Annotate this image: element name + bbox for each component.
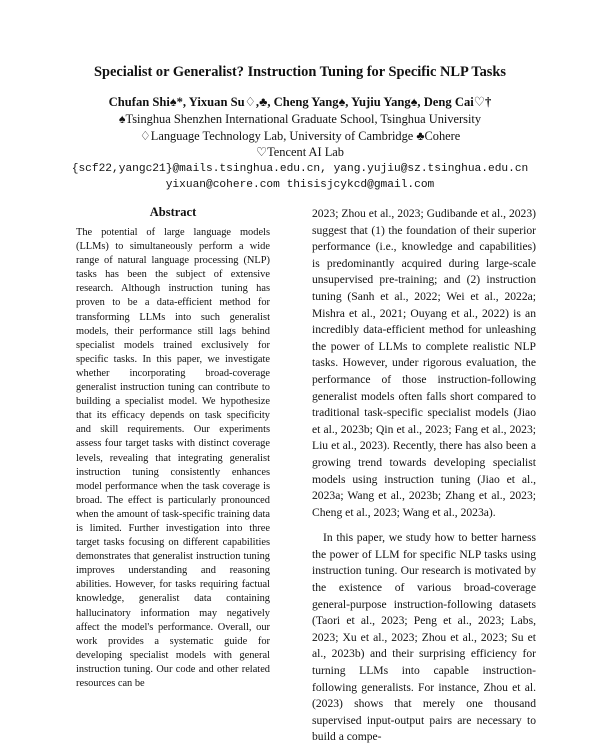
abstract-text: The potential of large language models (LLMs) to simultaneously perform a wide range of natural language processing (NLP) tasks has been the subject of extensive research. Although instruction tuning has proven to be a data-efficient method for transforming LLMs into such generalist models, their performance still lags behind specialist models trained exclusively for specific tasks. In this paper, we investigate whether incorporating broad-coverage generalist instruction tuning can contribute to building a specialist model. We hypothesize that its efficacy depends on task specificity and skill requirements. Our experiments assess four target tasks with distinct coverage levels, revealing that integrating generalist instruction tuning consistently enhances model performance when the task coverage is broad. The effect is particularly pronounced when the amount of task-specific training data is limited. Further investigation into three target tasks focusing on different capabilities demonstrates that generalist instruction tuning improves understanding and reasoning abilities. However, for tasks requiring factual knowledge, generalist data containing hallucinatory information may negatively affect the model's performance. Overall, our work provides a systematic guide for developing specialist models with general instruction tuning. Our code and other related resources can be — [76, 227, 270, 689]
affiliation-3: ♡Tencent AI Lab — [256, 145, 344, 159]
paper-title: Specialist or Generalist? Instruction Tuning for Specific NLP Tasks — [93, 64, 507, 80]
affiliation-1: ♠Tsinghua Shenzhen International Graduate School, Tsinghua University — [118, 112, 482, 126]
affiliation-2: ♢Language Technology Lab, University of Cambridge ♣Cohere — [139, 128, 461, 143]
author-list: Chufan Shi♠*, Yixuan Su♢,♣, Cheng Yang♠, Yujiu Yang♠, Deng Cai♡† — [108, 95, 492, 109]
email-line-1: {scf22,yangc21}@mails.tsinghua.edu.cn, yang.yujiu@sz.tsinghua.edu.cn — [71, 162, 529, 175]
intro-paragraph-2: In this paper, we study how to better harness the power of LLM for specific NLP tasks using instruction tuning. Our research is motivated by the existence of various broad-coverage general-purpose instruction-following datasets (Taori et al., 2023; Peng et al., 2023; Labs, 2023; Xu et al., 2023; Zhou et al., 2023; Su et al., 2023b) and their surprising efficiency for turning LLMs into capable instruction-following generalists. For instance, Zhou et al. (2023) shows that merely one thousand supervised input-output pairs are necessary to build a compe- — [312, 531, 536, 744]
email-line-2: yixuan@cohere.com thisisjcykcd@gmail.com — [165, 179, 435, 191]
right-column — [312, 206, 536, 746]
intro-paragraph-1: 2023; Zhou et al., 2023; Gudibande et al., 2023) suggest that (1) the foundation of their superior performance (i.e., knowledge and capabilities) is predominantly acquired during large-scale unsupervised pre-training; and (2) instruction tuning (Sanh et al., 2022; Wei et al., 2022a; Mishra et al., 2021; Ouyang et al., 2022) is an incredibly data-efficient method for unleashing the power of LLMs to complete realistic NLP tasks. However, under rigorous evaluation, the performance of those instruction-following generalist models often falls short compared to traditional task-specific specialist models (Jiao et al., 2023b; Qin et al., 2023; Fang et al., 2023; Liu et al., 2023). Recently, there has also been a growing trend towards developing specialist models using instruction tuning (Jiao et al., 2023a; Wang et al., 2023b; Zhang et al., 2023; Cheng et al., 2023; Wang et al., 2023a). — [312, 207, 536, 519]
author-block — [0, 94, 600, 194]
abstract-heading: Abstract — [149, 205, 197, 219]
left-column — [76, 205, 270, 691]
